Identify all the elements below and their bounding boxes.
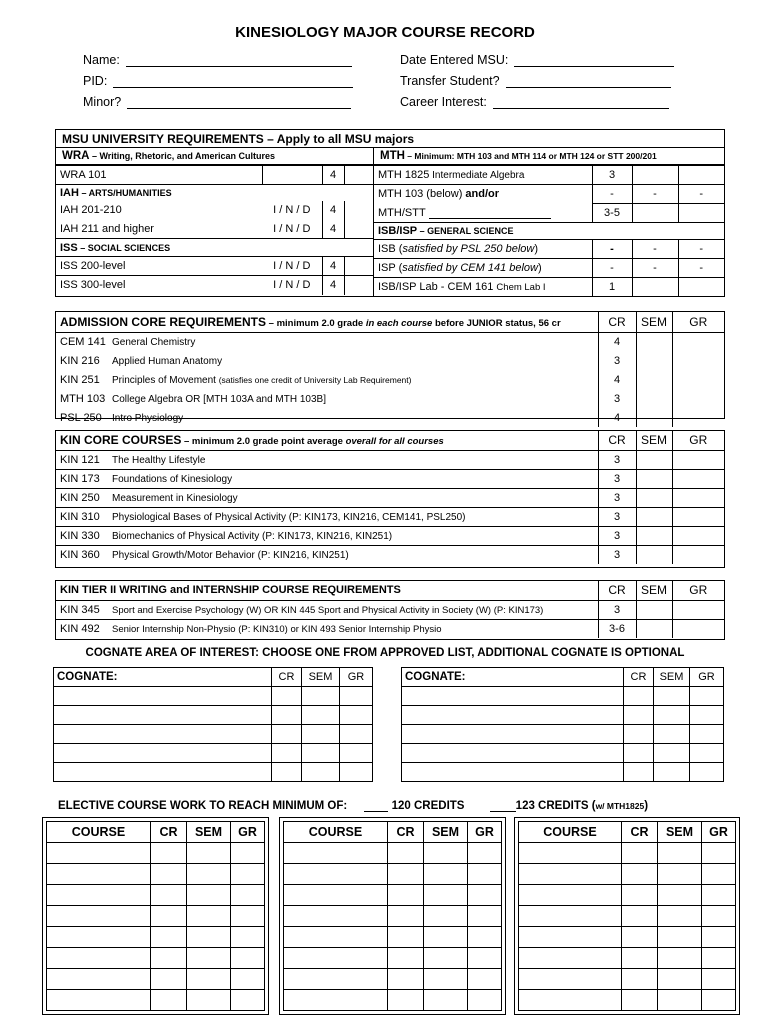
iah2-sem[interactable] xyxy=(344,220,374,239)
course-desc: General Chemistry xyxy=(112,336,196,348)
mth103-sem[interactable]: - xyxy=(632,185,678,204)
tier2-sem-label: SEM xyxy=(636,581,672,600)
msu-left-column xyxy=(56,148,374,297)
table-row xyxy=(56,469,724,488)
course-desc: Measurement in Kinesiology xyxy=(112,492,238,504)
cognate-heading: COGNATE AREA OF INTEREST: CHOOSE ONE FROM APPROVED LIST, ADDITIONAL COGNATE IS OPTIONAL xyxy=(85,647,685,659)
course-cr: 3 xyxy=(598,488,636,507)
admission-header-title: ADMISSION CORE REQUIREMENTS xyxy=(60,314,267,329)
cognate-right-table xyxy=(401,667,724,782)
lab-desc: Chem Lab I xyxy=(496,282,546,294)
table-row xyxy=(56,450,724,469)
course-sem[interactable] xyxy=(636,526,672,545)
mthstt-cr: 3-5 xyxy=(592,204,632,223)
table-row[interactable] xyxy=(47,927,265,948)
mth1825-course xyxy=(374,166,592,185)
table-row[interactable] xyxy=(402,763,724,782)
date-entered-input-line[interactable] xyxy=(514,54,674,67)
table-row[interactable] xyxy=(54,744,373,763)
course-note: (satisfies one credit of University Lab Requirement) xyxy=(218,374,412,385)
tier2-section xyxy=(55,580,725,640)
elective-120-label: 120 CREDITS xyxy=(388,800,465,812)
cognate-right-cr-label: CR xyxy=(624,668,654,687)
isb-heading-code: ISB/ISP xyxy=(378,225,418,237)
table-row[interactable] xyxy=(284,864,502,885)
wra101-sem[interactable] xyxy=(344,166,374,185)
wra-heading-desc: – Writing, Rhetoric, and American Cultures xyxy=(89,151,276,161)
table-row[interactable] xyxy=(519,906,736,927)
course-gr[interactable] xyxy=(672,408,724,427)
isb-sem[interactable]: - xyxy=(632,240,678,259)
cognate-right-sem-label: SEM xyxy=(654,668,690,687)
isp-cr: - xyxy=(592,259,632,278)
isp-note: satisfied by CEM 141 below xyxy=(402,262,538,274)
course-desc: Sport and Exercise Psychology (W) OR KIN 445 Sport and Physical Activity in Society (W) (P: KIN173) xyxy=(112,604,544,616)
career-field[interactable] xyxy=(400,95,669,109)
cognate-right xyxy=(401,667,724,782)
course-cr: 3 xyxy=(598,469,636,488)
table-row[interactable] xyxy=(47,906,265,927)
pid-input-line[interactable] xyxy=(113,75,353,88)
iss-heading-code: ISS xyxy=(60,241,78,254)
msu-right-column xyxy=(374,148,724,297)
mth103-andor: and/or xyxy=(465,188,500,201)
course-desc: The Healthy Lifestyle xyxy=(112,454,206,466)
wra101-ind xyxy=(262,166,322,185)
isb-cr: - xyxy=(592,240,632,259)
mth1825-desc: Intermediate Algebra xyxy=(429,170,525,181)
iss1-ind[interactable]: I / N / D xyxy=(262,257,322,276)
table-row xyxy=(56,526,724,545)
table-row[interactable] xyxy=(284,927,502,948)
msu-requirements-section xyxy=(55,129,725,297)
table-row[interactable] xyxy=(47,948,265,969)
table-row[interactable] xyxy=(284,885,502,906)
iss1-cr: 4 xyxy=(322,257,344,276)
table-row[interactable] xyxy=(519,990,736,1011)
isb-close: ) xyxy=(534,243,539,255)
course-code: KIN 492 xyxy=(60,622,100,635)
iah1-course: IAH 201-210 xyxy=(60,204,122,216)
course-desc: Physiological Bases of Physical Activity (P: KIN173, KIN216, CEM141, PSL250) xyxy=(112,511,466,523)
iah1-cr: 4 xyxy=(322,201,344,220)
admission-sem-label: SEM xyxy=(636,312,672,332)
course-gr[interactable] xyxy=(672,351,724,370)
course-desc: Senior Internship Non-Physio (P: KIN310) or KIN 493 Senior Internship Physio xyxy=(112,623,442,635)
course-desc: College Algebra OR [MTH 103A and MTH 103B] xyxy=(112,393,326,405)
elective1-course-label: COURSE xyxy=(47,822,151,843)
elective-table-3 xyxy=(518,821,736,1011)
elective-table-1 xyxy=(46,821,265,1011)
admission-header-a: – minimum 2.0 grade xyxy=(266,317,366,329)
table-row[interactable] xyxy=(402,744,724,763)
elective-123-label: 123 CREDITS ( xyxy=(515,800,596,812)
lab-course xyxy=(374,278,592,297)
table-row xyxy=(56,488,724,507)
course-code: KIN 173 xyxy=(60,472,100,485)
mthstt-blank-line[interactable] xyxy=(429,207,551,219)
course-code: KIN 360 xyxy=(60,548,100,561)
course-desc: Applied Human Anatomy xyxy=(112,355,223,367)
mth103-cr: - xyxy=(592,185,632,204)
course-code: KIN 121 xyxy=(60,453,100,466)
elective1-gr-label: GR xyxy=(231,822,265,843)
mth103-course xyxy=(374,185,592,204)
table-row xyxy=(56,600,724,619)
elective-table-2-wrap xyxy=(279,817,506,1015)
course-cr: 3 xyxy=(598,545,636,564)
course-code: MTH 103 xyxy=(60,392,106,405)
course-gr[interactable] xyxy=(672,332,724,351)
kin-core-gr-label: GR xyxy=(672,431,724,450)
msu-right-table xyxy=(374,165,724,297)
wra-heading xyxy=(56,148,373,165)
course-sem[interactable] xyxy=(636,450,672,469)
course-sem[interactable] xyxy=(636,332,672,351)
iah1-sem[interactable] xyxy=(344,201,374,220)
iss1-sem[interactable] xyxy=(344,257,374,276)
table-row[interactable] xyxy=(47,990,265,1011)
elective-123-note: w/ MTH1825 xyxy=(595,801,645,811)
cognate-left-label: COGNATE: xyxy=(54,668,272,687)
elective-table-1-wrap xyxy=(42,817,269,1015)
course-gr[interactable] xyxy=(672,389,724,408)
elective-heading xyxy=(58,800,648,812)
isp-code: ISP ( xyxy=(378,262,403,274)
msu-header-subtitle: – Apply to all MSU majors xyxy=(263,132,415,146)
mth103-gr[interactable]: - xyxy=(678,185,724,204)
course-gr[interactable] xyxy=(672,469,724,488)
msu-header xyxy=(56,130,724,148)
lab-sem[interactable] xyxy=(632,278,678,297)
mthstt-gr[interactable] xyxy=(678,204,724,223)
table-row xyxy=(56,332,724,351)
minor-field[interactable] xyxy=(83,95,351,109)
iah-heading xyxy=(56,185,374,201)
table-row[interactable] xyxy=(519,864,736,885)
course-code: KIN 310 xyxy=(60,510,100,523)
course-sem[interactable] xyxy=(636,619,672,638)
course-gr[interactable] xyxy=(672,600,724,619)
cognate-left-gr-label: GR xyxy=(340,668,373,687)
iah-heading-code: IAH xyxy=(60,186,79,199)
isb-heading-desc: – GENERAL SCIENCE xyxy=(417,226,514,236)
admission-core-section xyxy=(55,311,725,424)
elective3-course-label: COURSE xyxy=(519,822,622,843)
isb-note: satisfied by PSL 250 below xyxy=(402,243,535,255)
mth1825-code: MTH 1825 xyxy=(378,169,430,181)
date-entered-label: Date Entered MSU: xyxy=(400,53,509,67)
isb-code: ISB ( xyxy=(378,243,403,255)
table-row[interactable] xyxy=(284,969,502,990)
cognate-left-cr-label: CR xyxy=(272,668,302,687)
name-input-line[interactable] xyxy=(126,54,352,67)
elective3-cr-label: CR xyxy=(622,822,658,843)
iss-heading xyxy=(56,239,374,257)
course-code: PSL 250 xyxy=(60,411,102,424)
course-cr: 3 xyxy=(598,526,636,545)
mth-heading xyxy=(374,148,724,165)
mth1825-gr[interactable] xyxy=(678,166,724,185)
table-row[interactable] xyxy=(47,885,265,906)
course-gr[interactable] xyxy=(672,526,724,545)
mth1825-sem[interactable] xyxy=(632,166,678,185)
elective-123-blank[interactable] xyxy=(490,800,516,812)
course-sem[interactable] xyxy=(636,389,672,408)
course-code: KIN 251 xyxy=(60,373,100,386)
career-input-line[interactable] xyxy=(493,96,669,109)
course-code: CEM 141 xyxy=(60,335,106,348)
mthstt-course xyxy=(374,204,592,223)
course-desc: Foundations of Kinesiology xyxy=(112,473,233,485)
table-row xyxy=(56,370,724,389)
course-code: KIN 345 xyxy=(60,603,100,616)
elective2-course-label: COURSE xyxy=(284,822,388,843)
table-row[interactable] xyxy=(54,725,373,744)
iss-heading-desc: – SOCIAL SCIENCES xyxy=(77,242,171,253)
mth-heading-desc: – Minimum: MTH 103 and MTH 114 or MTH 124 or STT 200/201 xyxy=(404,151,657,161)
table-row[interactable] xyxy=(284,906,502,927)
admission-header-b: before JUNIOR status, 56 cr xyxy=(432,317,561,329)
course-gr[interactable] xyxy=(672,619,724,638)
kin-core-sem-label: SEM xyxy=(636,431,672,450)
table-row[interactable] xyxy=(284,948,502,969)
elective2-cr-label: CR xyxy=(388,822,424,843)
course-gr[interactable] xyxy=(672,507,724,526)
transfer-label: Transfer Student? xyxy=(400,74,500,88)
admission-cr-label: CR xyxy=(598,312,636,332)
table-row[interactable] xyxy=(519,948,736,969)
isb-course xyxy=(374,240,592,259)
iah1-ind[interactable]: I / N / D xyxy=(273,204,311,216)
isp-gr[interactable]: - xyxy=(678,259,724,278)
table-row xyxy=(56,545,724,564)
course-sem[interactable] xyxy=(636,351,672,370)
mthstt-code: MTH/STT xyxy=(378,206,426,219)
minor-label: Minor? xyxy=(83,95,122,109)
cognate-left-table xyxy=(53,667,373,782)
iah-heading-desc: – ARTS/HUMANITIES xyxy=(78,187,172,198)
kin-core-table xyxy=(56,431,724,564)
pid-field[interactable] xyxy=(83,74,353,88)
iah2-ind[interactable]: I / N / D xyxy=(273,222,311,235)
transfer-field[interactable] xyxy=(400,74,671,88)
tier2-table xyxy=(56,581,724,638)
page-title: KINESIOLOGY MAJOR COURSE RECORD xyxy=(235,24,535,41)
admission-header-it: in each course xyxy=(365,317,433,329)
elective2-sem-label: SEM xyxy=(424,822,468,843)
pid-label: PID: xyxy=(83,74,108,88)
table-row xyxy=(56,408,724,427)
date-entered-field[interactable] xyxy=(400,53,674,67)
table-row[interactable] xyxy=(54,763,373,782)
name-field[interactable] xyxy=(83,53,352,67)
table-row[interactable] xyxy=(519,927,736,948)
course-desc: Physical Growth/Motor Behavior (P: KIN216, KIN251) xyxy=(112,549,349,561)
mth1825-cr: 3 xyxy=(592,166,632,185)
kin-core-section xyxy=(55,430,725,568)
cognate-left xyxy=(53,667,373,782)
iah2-course: IAH 211 and higher xyxy=(60,222,154,235)
iss2-cr: 4 xyxy=(322,276,344,295)
course-gr[interactable] xyxy=(672,370,724,389)
table-row[interactable] xyxy=(402,706,724,725)
course-sem[interactable] xyxy=(636,370,672,389)
msu-header-title: MSU UNIVERSITY REQUIREMENTS xyxy=(62,132,264,146)
course-sem[interactable] xyxy=(636,545,672,564)
course-code: KIN 330 xyxy=(60,529,100,542)
course-sem[interactable] xyxy=(636,408,672,427)
elective1-sem-label: SEM xyxy=(187,822,231,843)
iss1-course: ISS 200-level xyxy=(56,257,262,276)
mthstt-sem[interactable] xyxy=(632,204,678,223)
course-cr: 4 xyxy=(598,408,636,427)
table-row[interactable] xyxy=(284,843,502,864)
iss2-sem[interactable] xyxy=(344,276,374,295)
course-desc: Intro Physiology xyxy=(112,412,184,424)
wra101-cr: 4 xyxy=(322,166,344,185)
mth-heading-code: MTH xyxy=(380,150,405,162)
course-sem[interactable] xyxy=(636,507,672,526)
kin-core-cr-label: CR xyxy=(598,431,636,450)
isp-course xyxy=(374,259,592,278)
elective-120-blank[interactable] xyxy=(364,800,388,812)
kin-core-header-a: – minimum 2.0 grade point average xyxy=(181,436,346,448)
wra101-course: WRA 101 xyxy=(56,166,262,185)
kin-core-header-title: KIN CORE COURSES xyxy=(60,433,182,448)
kin-core-header-it: overall for all courses xyxy=(345,436,444,448)
table-row[interactable] xyxy=(519,843,736,864)
table-row[interactable] xyxy=(519,885,736,906)
course-gr[interactable] xyxy=(672,545,724,564)
table-row[interactable] xyxy=(47,969,265,990)
table-row xyxy=(56,351,724,370)
course-sem[interactable] xyxy=(636,600,672,619)
elective3-sem-label: SEM xyxy=(658,822,702,843)
table-row[interactable] xyxy=(47,864,265,885)
tier2-gr-label: GR xyxy=(672,581,724,600)
iah2-cr: 4 xyxy=(322,220,344,239)
cognate-right-gr-label: GR xyxy=(690,668,724,687)
course-code: KIN 250 xyxy=(60,491,100,504)
table-row[interactable] xyxy=(54,706,373,725)
iss2-ind[interactable]: I / N / D xyxy=(262,276,322,295)
admission-table xyxy=(56,312,724,427)
course-code: KIN 216 xyxy=(60,354,100,367)
course-cr: 4 xyxy=(598,332,636,351)
table-row[interactable] xyxy=(519,969,736,990)
course-cr: 3 xyxy=(598,450,636,469)
isb-gr[interactable]: - xyxy=(678,240,724,259)
admission-gr-label: GR xyxy=(672,312,724,332)
course-sem[interactable] xyxy=(636,488,672,507)
elective-123-close: ) xyxy=(644,800,649,812)
lab-code: ISB/ISP Lab - CEM 161 xyxy=(378,281,497,294)
table-row[interactable] xyxy=(47,843,265,864)
lab-cr: 1 xyxy=(592,278,632,297)
career-label: Career Interest: xyxy=(400,95,487,109)
table-row[interactable] xyxy=(402,725,724,744)
tier2-cr-label: CR xyxy=(598,581,636,600)
transfer-input-line[interactable] xyxy=(506,75,671,88)
course-cr: 3 xyxy=(598,600,636,619)
course-cr: 4 xyxy=(598,370,636,389)
table-row[interactable] xyxy=(284,990,502,1011)
elective1-cr-label: CR xyxy=(151,822,187,843)
course-desc: Biomechanics of Physical Activity (P: KIN173, KIN216, KIN251) xyxy=(112,530,393,542)
course-cr: 3-6 xyxy=(598,619,636,638)
mth103-code: MTH 103 (below) xyxy=(378,188,466,201)
course-gr[interactable] xyxy=(672,450,724,469)
cognate-right-label: COGNATE: xyxy=(402,668,624,687)
table-row[interactable] xyxy=(402,687,724,706)
admission-header xyxy=(56,312,598,332)
tier2-header: KIN TIER II WRITING and INTERNSHIP COURSE REQUIREMENTS xyxy=(56,581,598,600)
course-sem[interactable] xyxy=(636,469,672,488)
isp-close: ) xyxy=(538,262,542,274)
elective-table-3-wrap xyxy=(514,817,740,1015)
course-cr: 3 xyxy=(598,389,636,408)
elective2-gr-label: GR xyxy=(468,822,502,843)
course-cr: 3 xyxy=(598,351,636,370)
minor-input-line[interactable] xyxy=(127,96,351,109)
isb-heading xyxy=(374,223,724,240)
elective-lead: ELECTIVE COURSE WORK TO REACH MINIMUM OF: xyxy=(58,800,348,812)
course-desc: Principles of Movement xyxy=(112,374,219,386)
wra-heading-code: WRA xyxy=(62,150,90,162)
table-row[interactable] xyxy=(54,687,373,706)
table-row xyxy=(56,619,724,638)
name-label: Name: xyxy=(83,53,120,67)
kin-core-header xyxy=(56,431,598,450)
msu-left-table xyxy=(56,165,374,295)
elective-table-2 xyxy=(283,821,502,1011)
elective3-gr-label: GR xyxy=(702,822,736,843)
iss2-course: ISS 300-level xyxy=(56,276,262,295)
course-gr[interactable] xyxy=(672,488,724,507)
isp-sem[interactable]: - xyxy=(632,259,678,278)
table-row xyxy=(56,507,724,526)
table-row xyxy=(56,389,724,408)
cognate-left-sem-label: SEM xyxy=(302,668,340,687)
lab-gr[interactable] xyxy=(678,278,724,297)
course-cr: 3 xyxy=(598,507,636,526)
